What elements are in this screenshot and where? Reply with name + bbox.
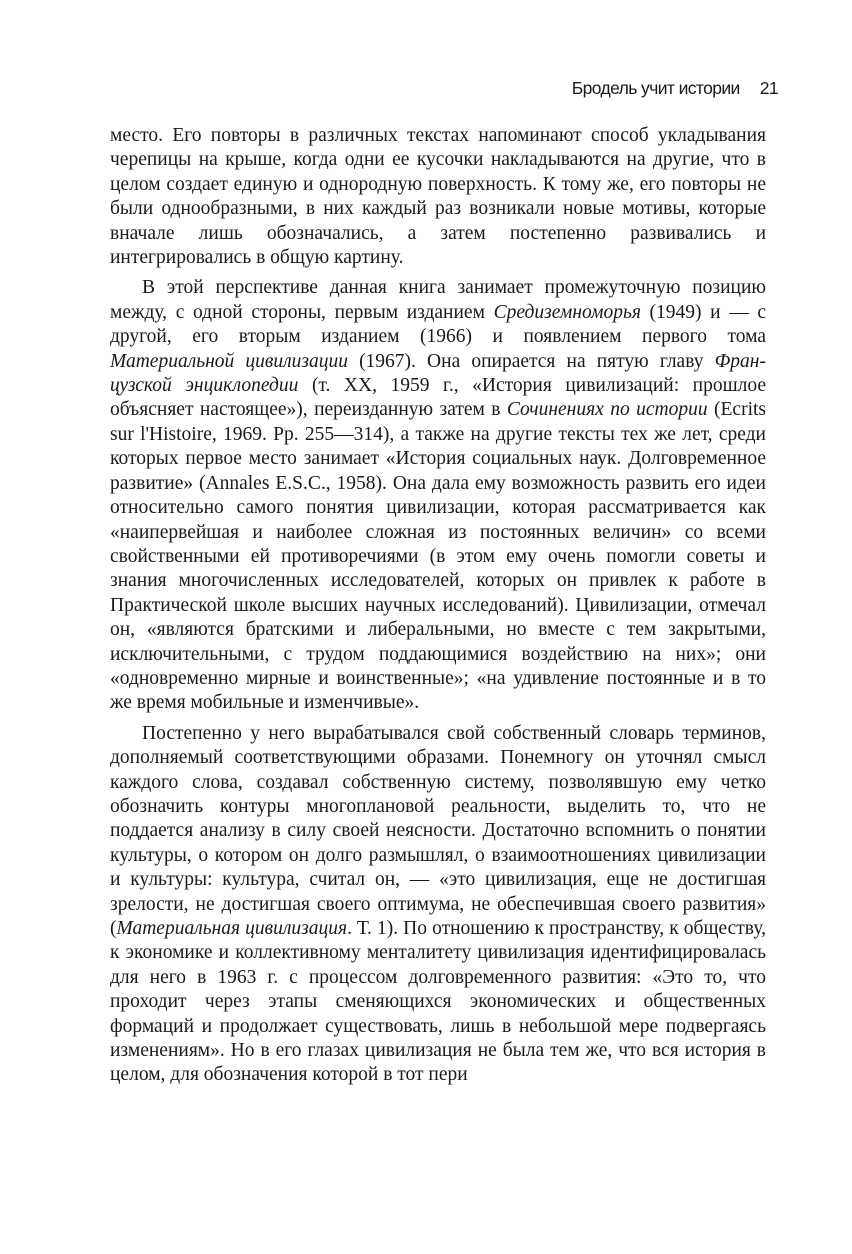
book-title-mediterranean: Средиземноморья (493, 301, 641, 323)
running-header (572, 78, 778, 99)
book-title-writings-on-history: Сочинениях по истории (506, 399, 708, 421)
paragraph-2-text-4: (т. XX, 1959 г., «История цивилизаций: прошлое объясняет настоящее»), переизданную затем в (110, 375, 766, 421)
paragraph-2-text-3: (1967). Она опирается на пятую главу (347, 350, 715, 372)
paragraph-2-text-1: В этой перспективе данная книга занимает промежуточную позицию между, с одной стороны, первым изданием (110, 277, 766, 323)
body-text (110, 124, 766, 1088)
book-title-material-civilization-ref: Материальная цивилизация (116, 918, 348, 939)
paragraph-3-text-1: Постепенно у него вырабатывался свой собственный словарь терминов, дополняемый соответствующими образами. Понемногу он уточнял смысл каждого слова, создавал собственную систему, позволявшую ему четко обозначить контуры многоплановой реальности, выделить то, что не поддается анализу в силу своей неясности. Достаточно вспомнить о понятии культуры, о котором он долго размышлял, о взаимоотношениях цивилизации и культуры: культура, считал он, — «это цивилизация, еще не достигшая зрелости, не достигшая своего оптимума, не обеспечившая своего развития» ( (110, 722, 766, 939)
book-title-french-encyclopedia: Французской энциклопедии (110, 350, 766, 397)
running-header-title: Бродель учит истории (571, 78, 740, 98)
paragraph-3-text-2: . Т. 1). По отношению к пространству, к обществу, к экономике и коллективному менталитету цивилизация идентифицировалась для него в 1963 г. с процессом долговременного развития: «Это то, что проходит через этапы сменяющихся экономических и общественных формаций и продолжает существовать, лишь в небольшой мере подвергаясь изменениям». Но в его глазах цивилизация не была тем же, что вся история в целом, для обозначения которой в тот пери (110, 918, 767, 1086)
page-number: 21 (759, 78, 778, 98)
paragraph-2-text-2: (1949) и — с другой, его вторым изданием (1966) и появлением первого тома (110, 301, 767, 348)
paragraph-2 (110, 276, 766, 715)
paragraph-3 (110, 722, 766, 1088)
paragraph-2-text-5: (Ecrits sur l'Histoire, 1969. Pp. 255—314), а также на другие тексты тех же лет, среди которых первое место занимает «История социальных наук. Долговременное развитие» (Annales E.S.C., 1958). Она дала ему возможность развить его идеи относительно самого понятия цивилизации, которая рассматривается как «наипервейшая и наиболее сложная из постоянных величин» со всеми свойственными ей противоречиями (в этом ему очень помогли советы и знания многочисленных исследователей, которых он привлек к работе в Практической школе высших научных исследований). Цивилизации, отмечал он, «являются братскими и либеральными, но вместе с тем закрытыми, исключительными, с трудом поддающимися воздействию на них»; они «одновременно мирные и воинственные»; «на удивление постоянные и в то же время мобильные и изменчивые». (110, 399, 766, 714)
book-title-material-civilization: Материальной цивилизации (110, 350, 348, 372)
paragraph-1-text: место. Его повторы в различных текстах напоминают способ укладывания черепицы на крыше, когда одни ее кусочки накладываются на другие, что в целом создает единую и однородную поверхность. К тому же, его повторы не были однообразными, в них каждый раз возникали новые мотивы, которые вначале лишь обозначались, а затем постепенно развивались и интегрировались в общую картину. (110, 125, 766, 269)
paragraph-1 (110, 124, 766, 270)
